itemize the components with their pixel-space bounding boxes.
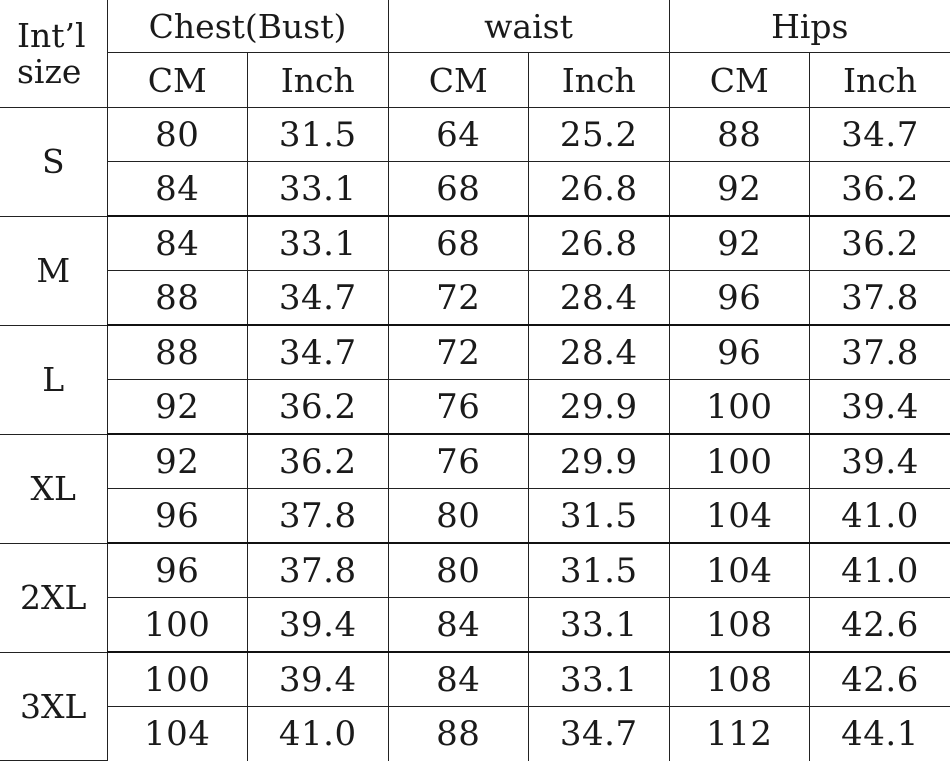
table-cell: 37.8 (248, 489, 389, 544)
group-header-row (0, 0, 950, 53)
unit-header-waist-inch: Inch (529, 53, 670, 108)
size-header-line-2: size (17, 51, 82, 91)
table-cell: 84 (388, 598, 529, 653)
table-cell: 39.4 (248, 652, 389, 707)
table-cell: 36.2 (810, 162, 950, 217)
table-cell: 39.4 (248, 598, 389, 653)
unit-header-hips-inch: Inch (810, 53, 950, 108)
table-cell: 100 (107, 598, 248, 653)
table-cell: 104 (669, 489, 810, 544)
table-cell: 96 (669, 325, 810, 380)
table-cell: 80 (388, 489, 529, 544)
table-cell: 84 (388, 652, 529, 707)
size-label: S (0, 108, 107, 217)
table-row (0, 271, 950, 326)
table-cell: 64 (388, 108, 529, 162)
table-row (0, 434, 950, 489)
table-cell: 28.4 (529, 271, 670, 326)
unit-header-waist-cm: CM (388, 53, 529, 108)
table-cell: 41.0 (248, 707, 389, 761)
table-cell: 100 (669, 434, 810, 489)
table-cell: 26.8 (529, 162, 670, 217)
table-cell: 84 (107, 162, 248, 217)
table-cell: 92 (107, 380, 248, 435)
table-cell: 42.6 (810, 652, 950, 707)
table-row (0, 598, 950, 653)
group-header-hips: Hips (669, 0, 950, 53)
table-cell: 92 (107, 434, 248, 489)
table-cell: 25.2 (529, 108, 670, 162)
table-cell: 108 (669, 652, 810, 707)
table-cell: 29.9 (529, 434, 670, 489)
table-cell: 31.5 (529, 543, 670, 598)
table-cell: 37.8 (810, 271, 950, 326)
table-cell: 36.2 (248, 434, 389, 489)
table-cell: 68 (388, 162, 529, 217)
table-cell: 34.7 (248, 271, 389, 326)
table-cell: 41.0 (810, 543, 950, 598)
table-cell: 33.1 (248, 216, 389, 271)
table-cell: 26.8 (529, 216, 670, 271)
size-chart-body (0, 108, 950, 761)
unit-header-chest-inch: Inch (248, 53, 389, 108)
table-cell: 92 (669, 162, 810, 217)
table-row (0, 543, 950, 598)
table-cell: 37.8 (810, 325, 950, 380)
table-cell: 34.7 (810, 108, 950, 162)
table-cell: 80 (107, 108, 248, 162)
table-row (0, 325, 950, 380)
table-cell: 88 (107, 325, 248, 380)
size-label: 2XL (0, 543, 107, 652)
table-cell: 34.7 (248, 325, 389, 380)
size-column-header (0, 0, 107, 108)
table-cell: 37.8 (248, 543, 389, 598)
group-header-waist: waist (388, 0, 669, 53)
table-cell: 84 (107, 216, 248, 271)
group-header-chest: Chest(Bust) (107, 0, 388, 53)
table-cell: 31.5 (248, 108, 389, 162)
table-cell: 28.4 (529, 325, 670, 380)
table-cell: 33.1 (529, 652, 670, 707)
table-cell: 92 (669, 216, 810, 271)
size-label: 3XL (0, 652, 107, 760)
unit-header-row (0, 53, 950, 108)
size-label: L (0, 325, 107, 434)
unit-header-chest-cm: CM (107, 53, 248, 108)
table-cell: 33.1 (248, 162, 389, 217)
table-cell: 96 (669, 271, 810, 326)
size-label: M (0, 216, 107, 325)
table-cell: 72 (388, 325, 529, 380)
table-row (0, 108, 950, 162)
table-cell: 88 (669, 108, 810, 162)
table-cell: 100 (107, 652, 248, 707)
table-cell: 36.2 (248, 380, 389, 435)
table-cell: 68 (388, 216, 529, 271)
size-header-line-1: Int’l (17, 15, 86, 55)
table-cell: 33.1 (529, 598, 670, 653)
size-label: XL (0, 434, 107, 543)
table-cell: 80 (388, 543, 529, 598)
table-cell: 39.4 (810, 434, 950, 489)
table-cell: 76 (388, 380, 529, 435)
table-row (0, 380, 950, 435)
table-cell: 88 (388, 707, 529, 761)
table-cell: 41.0 (810, 489, 950, 544)
table-cell: 72 (388, 271, 529, 326)
table-cell: 104 (669, 543, 810, 598)
table-cell: 34.7 (529, 707, 670, 761)
table-cell: 29.9 (529, 380, 670, 435)
unit-header-hips-cm: CM (669, 53, 810, 108)
table-cell: 39.4 (810, 380, 950, 435)
table-cell: 96 (107, 489, 248, 544)
table-cell: 76 (388, 434, 529, 489)
table-cell: 42.6 (810, 598, 950, 653)
table-cell: 44.1 (841, 713, 919, 754)
table-row (0, 652, 950, 707)
table-row (0, 216, 950, 271)
table-row (0, 162, 950, 217)
table-row (0, 489, 950, 544)
table-cell: 100 (669, 380, 810, 435)
table-cell: 112 (669, 707, 810, 761)
table-cell: 108 (669, 598, 810, 653)
table-row (0, 707, 950, 761)
table-cell: 31.5 (529, 489, 670, 544)
table-cell: 104 (107, 707, 248, 761)
table-cell: 96 (107, 543, 248, 598)
table-cell: 36.2 (810, 216, 950, 271)
table-cell: 88 (107, 271, 248, 326)
